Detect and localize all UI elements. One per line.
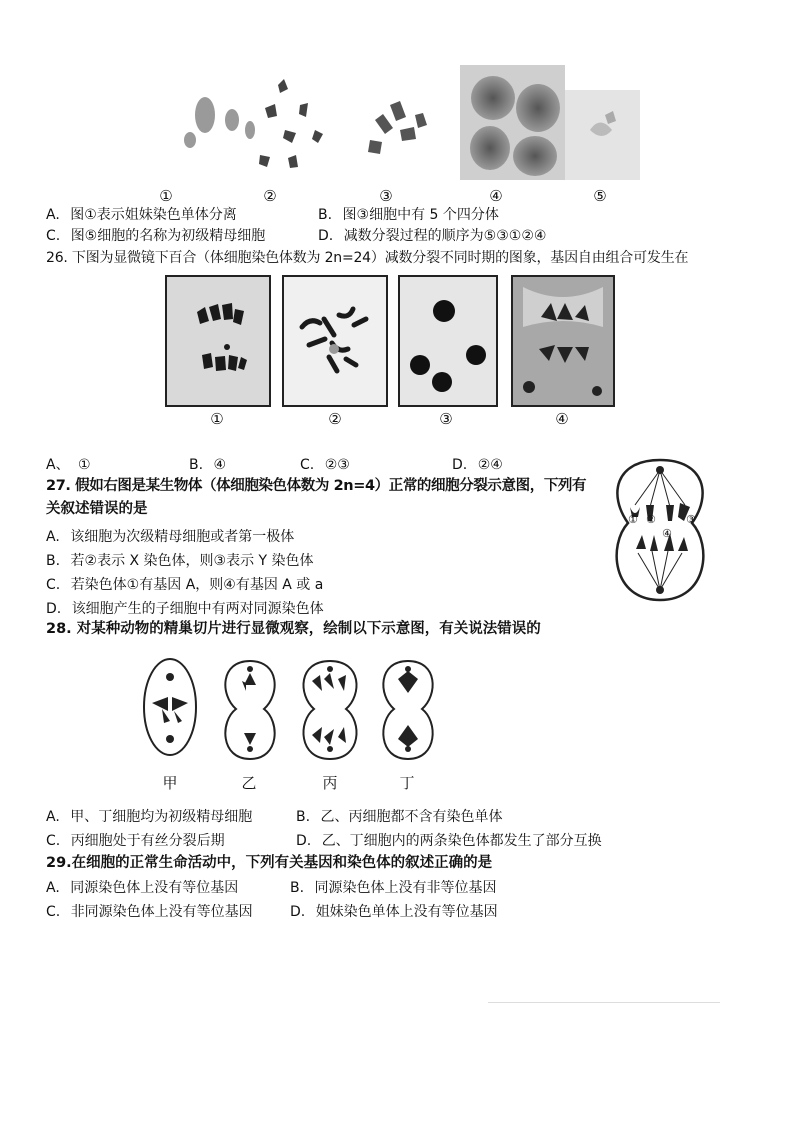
q28-cell-bing: [303, 661, 356, 759]
q29-stem: 29.在细胞的正常生命活动中，下列有关基因和染色体的叙述正确的是: [46, 855, 493, 871]
option-letter: C.: [300, 457, 315, 473]
q29-option-c: [46, 903, 253, 921]
q25-image-1: [184, 97, 255, 148]
option-letter: B.: [296, 809, 311, 825]
q27-fig-label-2: ②: [646, 513, 656, 526]
option-letter: C.: [46, 904, 61, 920]
option-letter: B.: [290, 880, 305, 896]
option-text: ④: [213, 457, 227, 473]
q25-label-2: ②: [263, 187, 277, 205]
q26-image-4: [511, 275, 615, 407]
q28-option-d: [296, 832, 602, 850]
q26-label-3: ③: [439, 410, 453, 428]
q27-stem-line1: 27. 假如右图是某生物体（体细胞染色体数为 2n=4）正常的细胞分裂示意图，下列有: [46, 478, 587, 494]
q26-image-1: [165, 275, 271, 407]
q26-option-d: [452, 456, 503, 474]
option-letter: A.: [46, 880, 60, 896]
q28-label-yi: 乙: [241, 774, 257, 792]
option-letter: C.: [46, 228, 61, 244]
option-letter: A.: [46, 809, 60, 825]
option-letter: D.: [290, 904, 306, 920]
q27-option-b: [46, 552, 314, 570]
q28-cell-jia: [144, 659, 196, 755]
q27-fig-label-3: ③: [686, 513, 696, 526]
q25-image-2: [259, 79, 323, 168]
q28-option-c: [46, 832, 225, 850]
q27-stem-line2: 关叙述错误的是: [46, 501, 148, 517]
q25-image-3: [368, 101, 427, 154]
q26-stem: 26. 下图为显微镜下百合（体细胞染色体数为 2n=24）减数分裂不同时期的图象，基因自由组合可发生在: [46, 250, 689, 266]
q28-cell-ding: [383, 661, 432, 759]
q28-cell-diagrams: [140, 655, 450, 765]
option-text: 减数分裂过程的顺序为⑤③①②④: [343, 228, 547, 244]
q28-label-ding: 丁: [399, 774, 415, 792]
q27-cell-diagram: [600, 455, 720, 605]
option-letter: D.: [296, 833, 312, 849]
option-letter: D.: [46, 601, 62, 617]
q28-label-bing: 丙: [322, 774, 338, 792]
q25-micrograph-strip: [110, 60, 650, 185]
q29-option-d: [290, 903, 498, 921]
q27-option-a: [46, 528, 294, 546]
q26-label-4: ④: [555, 410, 569, 428]
q28-label-jia: 甲: [162, 774, 178, 792]
option-letter: B.: [189, 457, 204, 473]
q27-option-c: [46, 576, 323, 594]
q28-option-a: [46, 808, 252, 826]
option-text: 甲、丁细胞均为初级精母细胞: [70, 809, 253, 825]
option-text: 同源染色体上没有非等位基因: [314, 880, 497, 896]
option-text: 同源染色体上没有等位基因: [70, 880, 239, 896]
option-text: 丙细胞处于有丝分裂后期: [70, 833, 225, 849]
q28-option-b: [296, 808, 503, 826]
option-letter: D.: [452, 457, 468, 473]
q27-fig-label-4: ④: [662, 527, 672, 540]
q25-option-d: [318, 227, 546, 245]
option-text: 姐妹染色单体上没有等位基因: [315, 904, 498, 920]
option-letter: A、: [46, 457, 70, 473]
q26-option-a: [46, 456, 91, 474]
q25-option-a: [46, 206, 237, 224]
option-text: ②③: [324, 457, 350, 473]
option-letter: B.: [46, 553, 61, 569]
q25-option-b: [318, 206, 499, 224]
q26-label-1: ①: [210, 410, 224, 428]
option-text: 图⑤细胞的名称为初级精母细胞: [70, 228, 266, 244]
option-text: 若染色体①有基因 A，则④有基因 A 或 a: [70, 577, 324, 593]
option-text: 图①表示姐妹染色单体分离: [70, 207, 237, 223]
option-text: 乙、丁细胞内的两条染色体都发生了部分互换: [321, 833, 602, 849]
q28-cell-yi: [225, 661, 274, 759]
q25-label-5: ⑤: [593, 187, 607, 205]
q26-image-3: [398, 275, 498, 407]
option-letter: D.: [318, 228, 334, 244]
option-text: 乙、丙细胞都不含有染色单体: [320, 809, 503, 825]
q25-label-1: ①: [159, 187, 173, 205]
option-text: ①: [78, 457, 91, 473]
q29-option-b: [290, 879, 497, 897]
q26-label-2: ②: [328, 410, 342, 428]
q25-micrographs: [110, 60, 650, 185]
q25-option-c: [46, 227, 265, 245]
option-letter: A.: [46, 529, 60, 545]
option-letter: B.: [318, 207, 333, 223]
q26-option-c: [300, 456, 350, 474]
q25-label-3: ③: [379, 187, 393, 205]
option-text: 该细胞为次级精母细胞或者第一极体: [70, 529, 295, 545]
q25-label-4: ④: [489, 187, 503, 205]
q26-image-2: [282, 275, 388, 407]
q28-stem: 28. 对某种动物的精巢切片进行显微观察，绘制以下示意图，有关说法错误的: [46, 621, 541, 637]
option-text: 若②表示 X 染色体，则③表示 Y 染色体: [70, 553, 314, 569]
option-letter: C.: [46, 833, 61, 849]
option-letter: C.: [46, 577, 61, 593]
q29-option-a: [46, 879, 238, 897]
option-text: 该细胞产生的子细胞中有两对同源染色体: [71, 601, 324, 617]
q27-option-d: [46, 600, 324, 618]
divider-line: [488, 1002, 720, 1003]
q26-option-b: [189, 456, 226, 474]
q27-fig-label-1: ①: [628, 513, 638, 526]
option-text: ②④: [477, 457, 503, 473]
option-letter: A.: [46, 207, 60, 223]
option-text: 图③细胞中有 5 个四分体: [342, 207, 499, 223]
option-text: 非同源染色体上没有等位基因: [70, 904, 253, 920]
